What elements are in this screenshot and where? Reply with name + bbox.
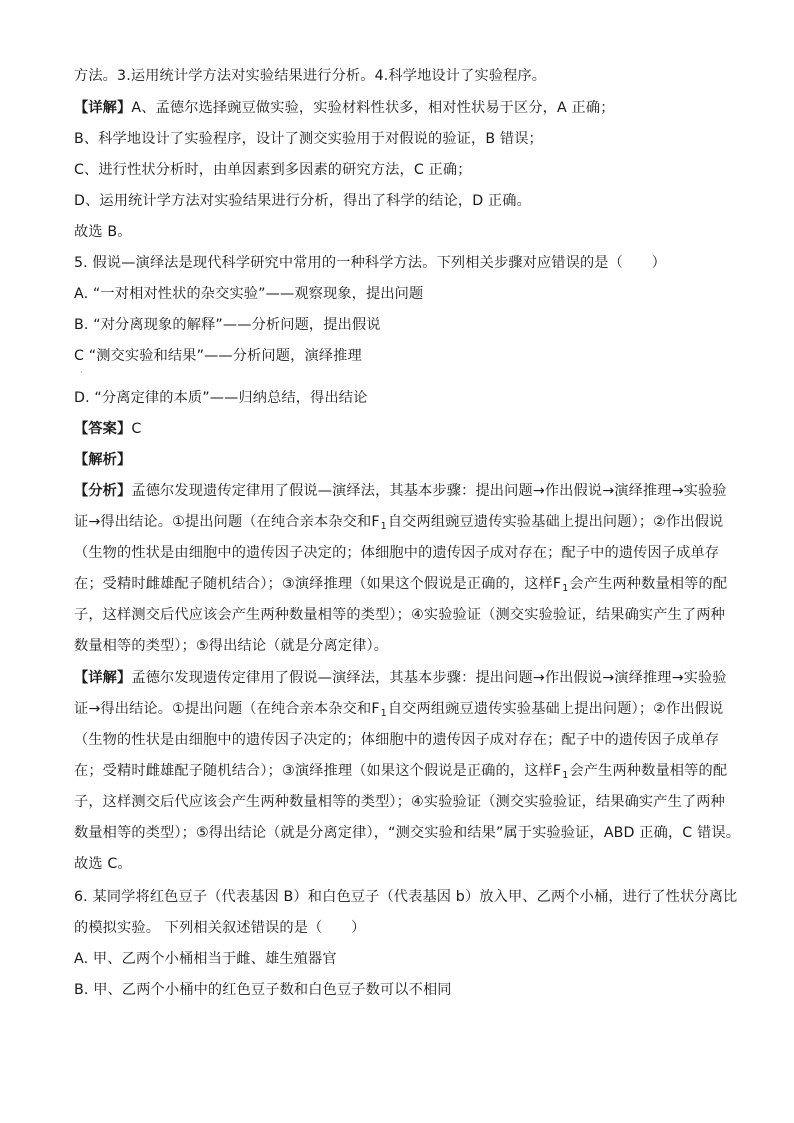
detail-text: 证→得出结论。①提出问题（在纯合亲本杂交和F [74,701,380,717]
text-line: 方法。3.运用统计学方法对实验结果进行分析。4.科学地设计了实验程序。 [74,68,547,84]
q5-analysis-tag: 【解析】 [74,452,132,468]
detail-tag: 【详解】 [74,100,132,116]
q5-option-c: C “测交实验和结果”——分析问题，演绎推理 [74,348,362,364]
subscript: 1 [562,583,569,594]
detail-tag: 【详解】 [74,670,132,686]
q5-fenxi-line [74,512,754,537]
q5-detail-line: 子，这样测交后代应该会产生两种数量相等的类型）；④实验验证（测交实验验证，结果确实产生了两种 [74,794,725,810]
subscript: 1 [380,708,387,719]
q4-detail-c: C、进行性状分析时，由单因素到多因素的研究方法，C 正确； [74,162,472,178]
q5-stem: 5. 假说—演绎法是现代科学研究中常用的一种科学方法。下列相关步骤对应错误的是（ ） [74,255,666,271]
q4-detail-d: D、运用统计学方法对实验结果进行分析，得出了科学的结论，D 正确。 [74,193,531,209]
q5-answer [74,419,754,439]
q4-detail-a [74,98,754,118]
detail-text: 会产生两种数量相等的配 [569,763,728,779]
fenxi-text: 自交两组豌豆遗传实验基础上提出问题）；②作出假说 [387,514,724,530]
fenxi-text: 在；受精时雌雄配子随机结合）；③演绎推理（如果这个假说是正确的，这样F [74,576,562,592]
q5-option-d: D. “分离定律的本质”——归纳总结，得出结论 [74,390,368,406]
q4-detail-b: B、科学地设计了实验程序，设计了测交实验用于对假说的验证，B 错误； [74,131,543,147]
answer-value: C [131,421,142,437]
q6-stem: 6. 某同学将红色豆子（代表基因 B）和白色豆子（代表基因 b）放入甲、乙两个小桶，进行了性状分离比 [74,889,738,905]
q5-detail-line [74,668,754,688]
q5-fenxi-line: 数量相等的类型）；⑤得出结论（就是分离定律）。 [74,638,389,654]
detail-text: A、孟德尔选择豌豆做实验，实验材料性状多，相对性状易于区分，A 正确； [131,100,615,116]
answer-tag: 【答案】 [74,421,132,437]
detail-text: 自交两组豌豆遗传实验基础上提出问题）；②作出假说 [387,701,724,717]
stray-dot: · [80,368,83,377]
q5-detail-line [74,761,754,786]
q5-option-a: A. “一对相对性状的杂交实验”——观察现象，提出问题 [74,286,424,302]
q5-fenxi-line [74,574,754,599]
q5-fenxi-line [74,481,754,501]
q5-fenxi-line: （生物的性状是由细胞中的遗传因子决定的；体细胞中的遗传因子成对存在；配子中的遗传因子成单存 [74,545,720,561]
q4-choice: 故选 B。 [74,224,132,240]
detail-text: 孟德尔发现遗传定律用了假说—演绎法，其基本步骤：提出问题→作出假说→演绎推理→实验验 [131,670,727,686]
q5-choice: 故选 C。 [74,856,132,872]
q5-fenxi-line: 子，这样测交后代应该会产生两种数量相等的类型）；④实验验证（测交实验验证，结果确实产生了两种 [74,607,725,623]
detail-text: 在；受精时雌雄配子随机结合）；③演绎推理（如果这个假说是正确的，这样F [74,763,562,779]
q5-detail-line: 数量相等的类型）；⑤得出结论（就是分离定律），“测交实验和结果”属于实验验证，ABD 正确，C 错误。 [74,825,741,841]
q6-stem: 的模拟实验。 下列相关叙述错误的是（ ） [74,920,366,936]
fenxi-tag: 【分析】 [74,483,132,499]
q6-option-b: B. 甲、乙两个小桶中的红色豆子数和白色豆子数可以不相同 [74,982,452,998]
q6-option-a: A. 甲、乙两个小桶相当于雌、雄生殖器官 [74,951,337,967]
subscript: 1 [562,770,569,781]
fenxi-text: 会产生两种数量相等的配 [569,576,728,592]
fenxi-text: 孟德尔发现遗传定律用了假说—演绎法，其基本步骤：提出问题→作出假说→演绎推理→实验验 [131,483,727,499]
subscript: 1 [380,521,387,532]
fenxi-text: 证→得出结论。①提出问题（在纯合亲本杂交和F [74,514,380,530]
q5-detail-line [74,699,754,724]
q5-option-b: B. “对分离现象的解释”——分析问题，提出假说 [74,317,381,333]
q5-detail-line: （生物的性状是由细胞中的遗传因子决定的；体细胞中的遗传因子成对存在；配子中的遗传因子成单存 [74,732,720,748]
